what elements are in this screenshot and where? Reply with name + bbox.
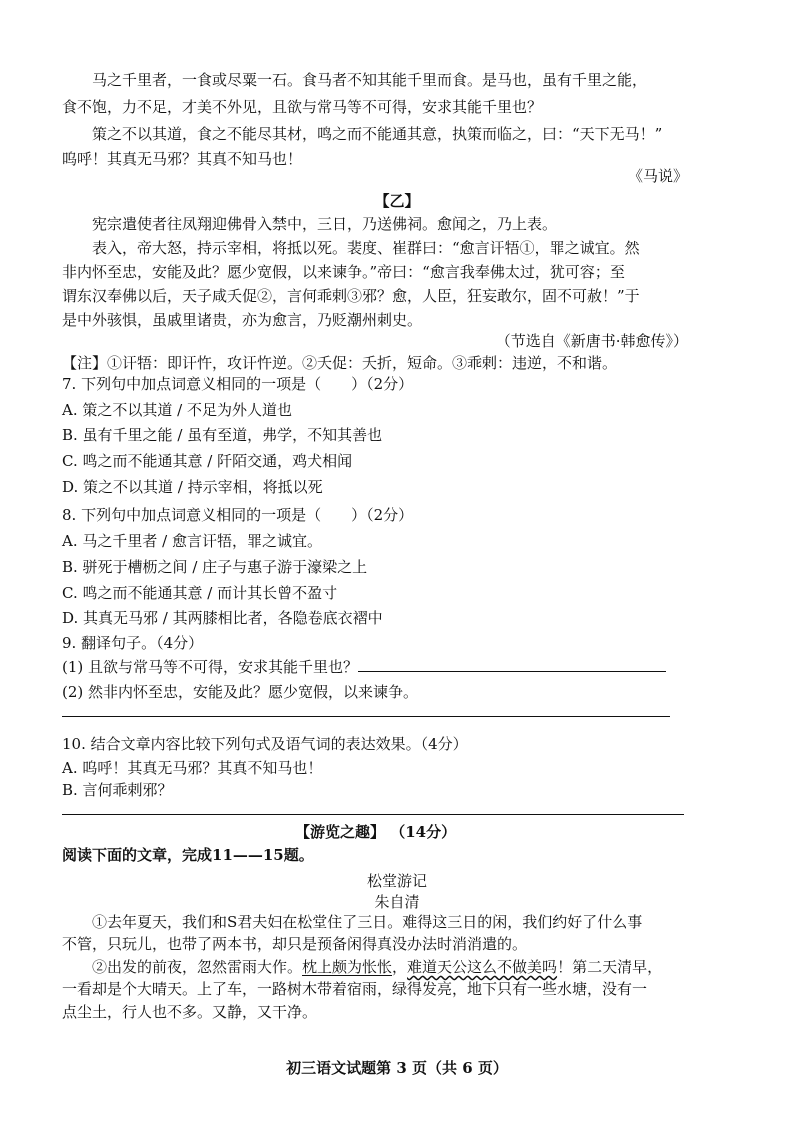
- passage-line: 食不饱，力不足，才美不外见，且欲与常马等不可得，安求其能千里也？: [62, 98, 543, 116]
- passage-line: 非内怀至忠，安能及此？愿少宽假，以来谏争。”帝曰：“愈言我奉佛太过，犹可容；至: [62, 263, 625, 281]
- option: A. 马之千里者 / 愈言讦牾，罪之诚宜。: [62, 532, 322, 550]
- article-author: 朱自清: [374, 893, 420, 911]
- translate-item-text: (1) 且欲与常马等不可得，安求其能千里也？: [62, 658, 359, 676]
- option: D. 策之不以其道 / 持示宰相，将抵以死: [62, 478, 323, 496]
- answer-line[interactable]: [62, 814, 684, 815]
- article-text: ，: [392, 958, 408, 976]
- option: D. 其真无马邪 / 其两膝相比者，各隐卷底衣褶中: [62, 609, 383, 627]
- article-line: 点尘土，行人也不多。又静，又干净。: [62, 1003, 318, 1021]
- article-text: ②出发的前夜，忽然雷雨大作。: [92, 958, 303, 976]
- passage-line: 表入，帝大怒，持示宰相，将抵以死。裴度、崔群曰：“愈言讦牾①，罪之诚宜。然: [92, 239, 640, 257]
- question-stem: 10. 结合文章内容比较下列句式及语气词的表达效果。（4分）: [62, 735, 468, 753]
- passage-source: （节选自《新唐书·韩愈传》）: [495, 332, 688, 350]
- question-stem: 8. 下列句中加点词意义相同的一项是（ ）（2分）: [62, 506, 414, 524]
- passage-source: 《马说》: [627, 167, 688, 185]
- question-stem: 9. 翻译句子。（4分）: [62, 634, 204, 652]
- passage-line: 是中外骇惧，虽戚里诸贵，亦为愈言，乃贬潮州刺史。: [62, 311, 423, 329]
- passage-line: 谓东汉奉佛以后，天子咸夭促②，言何乖剌③邪？愈，人臣，狂妄敢尔，固不可赦！”于: [62, 287, 640, 305]
- compare-item: B. 言何乖剌邪？: [62, 781, 173, 799]
- translate-item: (2) 然非内怀至忠，安能及此？愿少宽假，以来谏争。: [62, 683, 419, 701]
- annotation-note: 【注】①讦牾：即讦忤，攻讦忤逆。②夭促：夭折，短命。③乖剌：违逆，不和谐。: [62, 354, 618, 372]
- compare-item: A. 呜呼！其真无马邪？其真不知马也！: [62, 759, 323, 777]
- option: B. 虽有千里之能 / 虽有至道，弗学，不知其善也: [62, 426, 383, 444]
- article-title: 松堂游记: [366, 872, 427, 890]
- section-title: [295, 822, 456, 842]
- option: C. 鸣之而不能通其意 / 阡陌交通，鸡犬相闻: [62, 452, 353, 470]
- translate-item: [62, 657, 666, 677]
- article-line: ①去年夏天，我们和S君夫妇在松堂住了三日。难得这三日的闲，我们约好了什么事: [92, 913, 643, 931]
- answer-line[interactable]: [62, 716, 670, 717]
- page-footer: 初三语文试题第 3 页（共 6 页）: [286, 1059, 508, 1077]
- passage-line: 马之千里者，一食或尽粟一石。食马者不知其能千里而食。是马也，虽有千里之能，: [92, 71, 648, 89]
- section-score: （14分）: [390, 823, 457, 841]
- article-line: 一看却是个大晴天。上了车，一路树木带着宿雨，绿得发亮，地下只有一些水塘，没有一: [62, 980, 648, 998]
- question-stem: 7. 下列句中加点词意义相同的一项是（ ）（2分）: [62, 375, 414, 393]
- option: C. 鸣之而不能通其意 / 而计其长曾不盈寸: [62, 584, 338, 602]
- passage-line: 宪宗遣使者往凤翔迎佛骨入禁中，三日，乃送佛祠。愈闻之，乃上表。: [92, 215, 558, 233]
- option: B. 骈死于槽枥之间 / 庄子与惠子游于濠梁之上: [62, 558, 368, 576]
- option: A. 策之不以其道 / 不足为外人道也: [62, 401, 292, 419]
- wavy-underlined-sentence: 难道天公这么不做美吗: [407, 958, 558, 976]
- article-line: [92, 957, 662, 977]
- section-title-text: 【游览之趣】: [295, 823, 386, 841]
- passage-heading: 【乙】: [374, 192, 420, 210]
- passage-line: 策之不以其道，食之不能尽其材，鸣之而不能通其意，执策而临之，曰：“天下无马！”: [92, 125, 663, 143]
- underlined-sentence: 枕上颇为怅怅: [302, 958, 393, 976]
- section-instruction: 阅读下面的文章，完成11——15题。: [62, 846, 314, 864]
- answer-blank[interactable]: [358, 657, 666, 672]
- article-line: 不管，只玩儿，也带了两本书，却只是预备闲得真没办法时消消遣的。: [62, 935, 528, 953]
- article-text: ！第二天清早，: [557, 958, 663, 976]
- passage-line: 呜呼！其真无马邪？其真不知马也！: [62, 150, 303, 168]
